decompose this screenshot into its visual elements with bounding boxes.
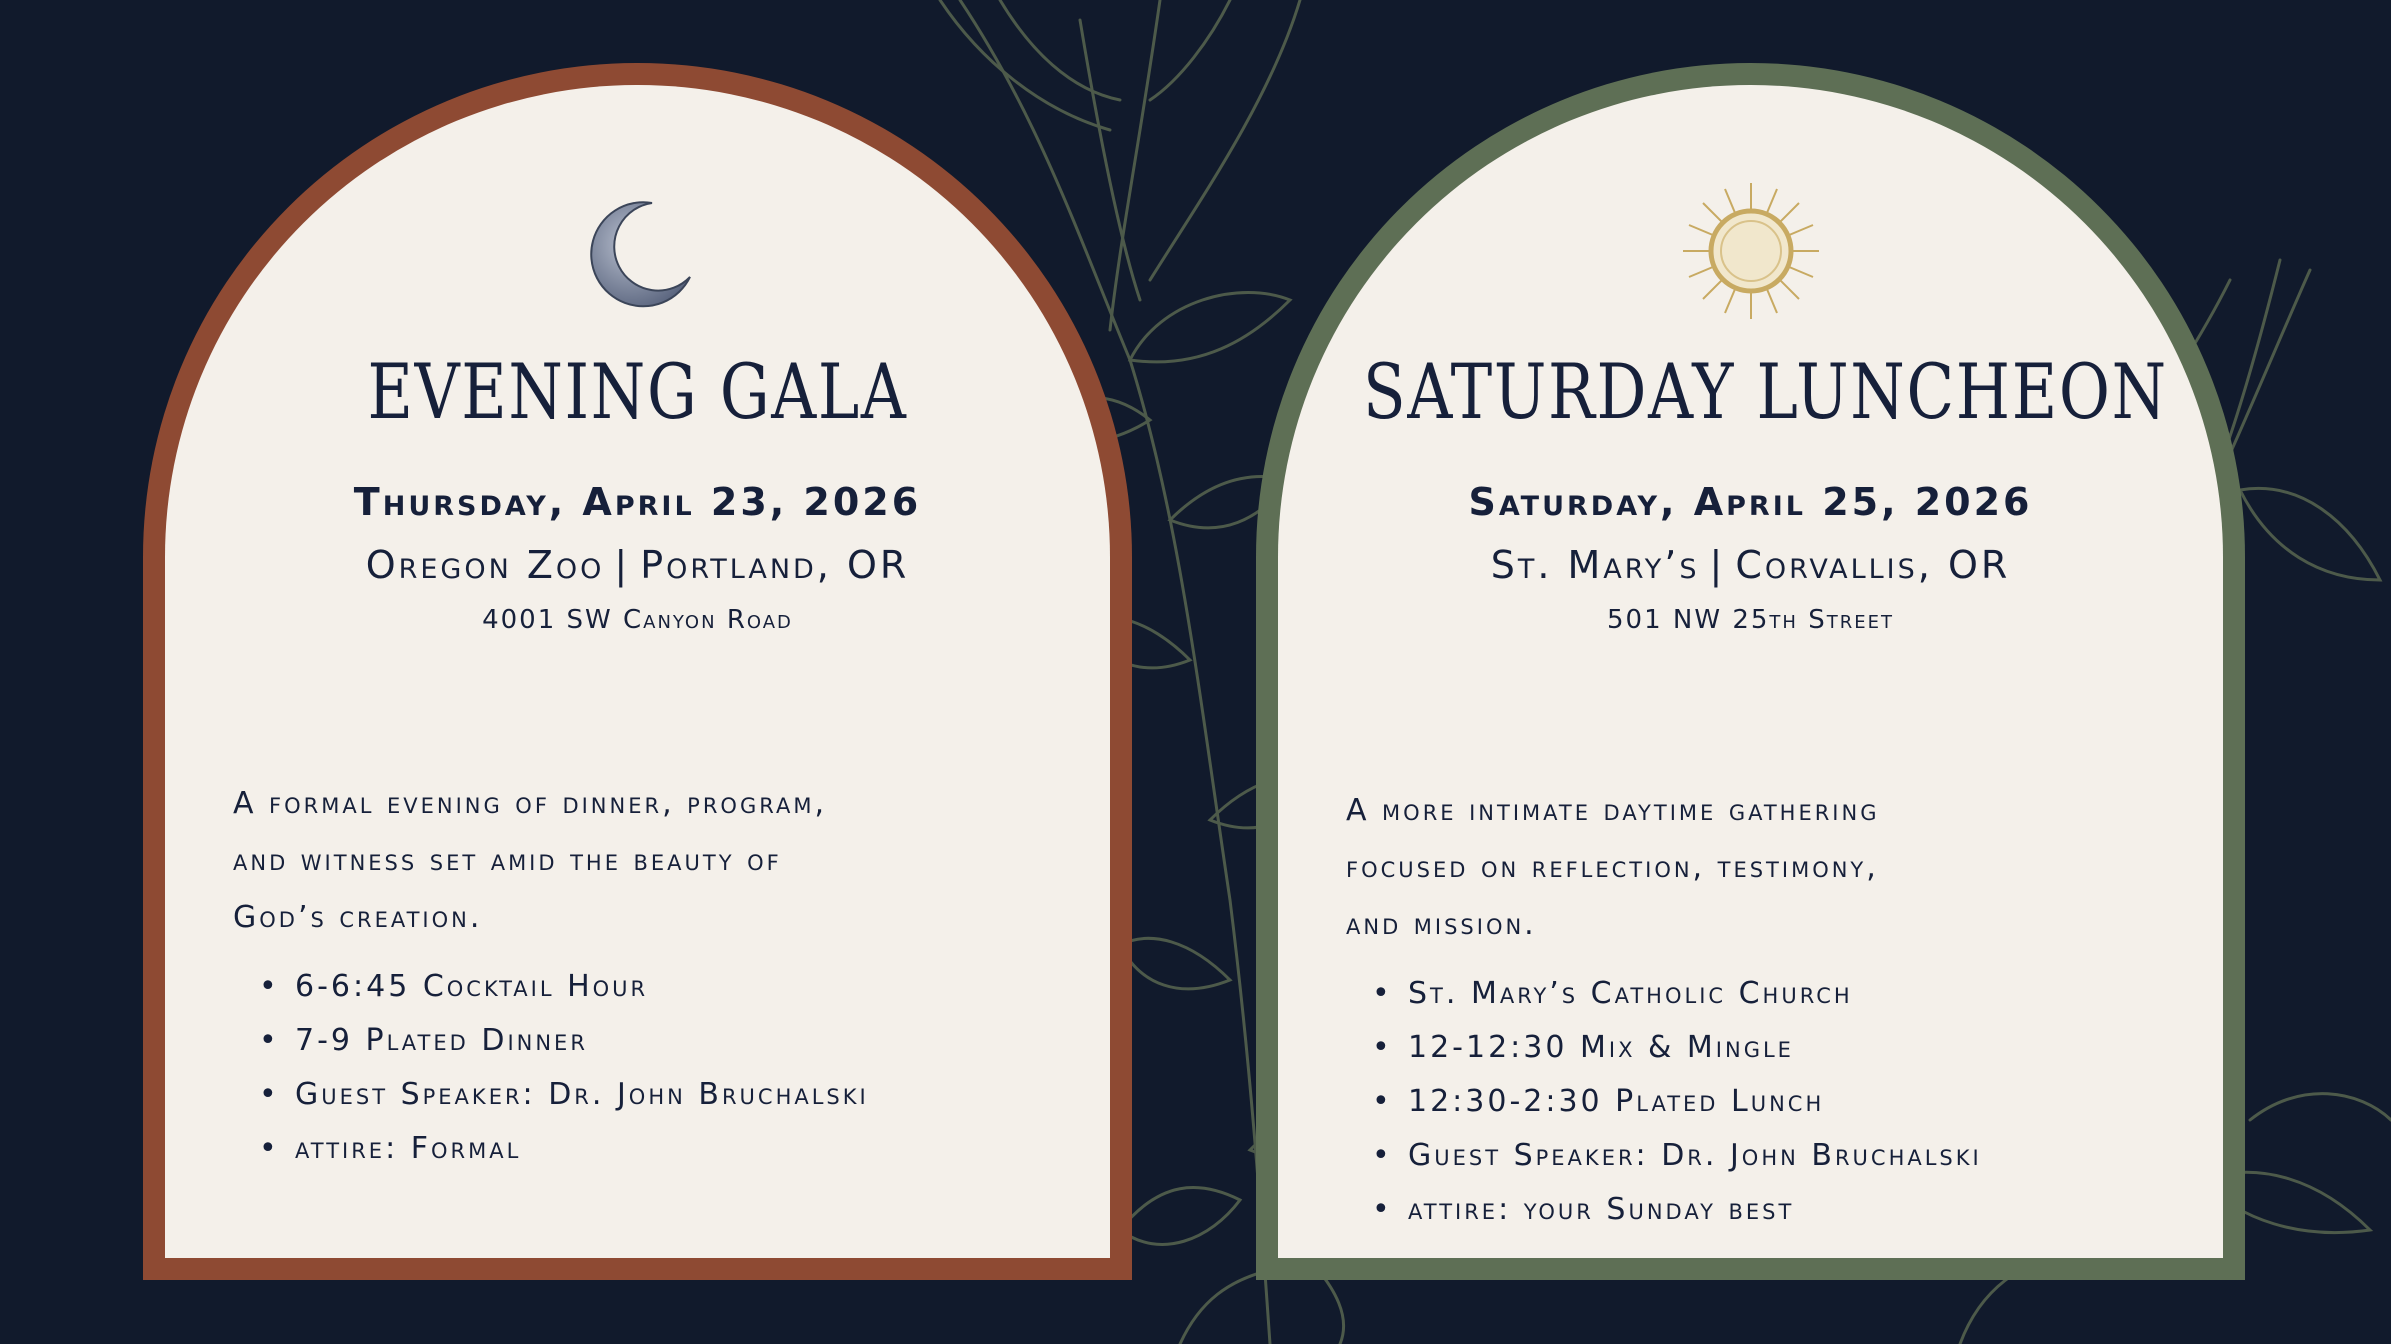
- list-item: • Guest Speaker: Dr. John Bruchalski: [1408, 1129, 2208, 1183]
- gala-date: Thursday, April 23, 2026: [353, 480, 922, 524]
- list-item: • 12-12:30 Mix & Mingle: [1408, 1021, 2208, 1075]
- gala-description-line: and witness set amid the beauty of: [233, 843, 782, 878]
- luncheon-description: [1346, 782, 2166, 953]
- luncheon-description-line: focused on reflection, testimony,: [1346, 850, 1879, 885]
- gala-details-list: [295, 960, 1095, 1176]
- luncheon-venue: St. Mary’s: [1490, 543, 1700, 587]
- luncheon-venue-line: [1278, 543, 2223, 587]
- venue-divider: |: [1709, 543, 1726, 587]
- luncheon-details-list: [1408, 967, 2208, 1237]
- gala-title: EVENING GALA: [367, 347, 908, 436]
- list-item: • attire: your Sunday best: [1408, 1183, 2208, 1237]
- gala-venue: Oregon Zoo: [365, 543, 605, 587]
- luncheon-date: Saturday, April 25, 2026: [1468, 480, 2033, 524]
- list-item: • St. Mary’s Catholic Church: [1408, 967, 2208, 1021]
- luncheon-city: Corvallis, OR: [1735, 543, 2011, 587]
- list-item: • attire: Formal: [295, 1122, 1095, 1176]
- list-item: • 7-9 Plated Dinner: [295, 1014, 1095, 1068]
- list-item: • 12:30-2:30 Plated Lunch: [1408, 1075, 2208, 1129]
- luncheon-card-body: [1278, 85, 2223, 1258]
- gala-card: [143, 63, 1132, 1280]
- luncheon-address: 501 NW 25th Street: [1607, 605, 1894, 635]
- luncheon-card: [1256, 63, 2245, 1280]
- luncheon-description-line: A more intimate daytime gathering: [1346, 793, 1880, 828]
- gala-description: [233, 775, 1053, 946]
- venue-divider: |: [614, 543, 631, 587]
- luncheon-title: SATURDAY LUNCHEON: [1363, 347, 2168, 436]
- list-item: • 6-6:45 Cocktail Hour: [295, 960, 1095, 1014]
- gala-venue-line: [165, 543, 1110, 587]
- gala-address: 4001 SW Canyon Road: [482, 605, 793, 635]
- luncheon-description-line: and mission.: [1346, 907, 1537, 942]
- gala-description-line: A formal evening of dinner, program,: [233, 786, 827, 821]
- crescent-moon-icon: [568, 181, 708, 321]
- gala-card-body: [165, 85, 1110, 1258]
- gala-description-line: God’s creation.: [233, 900, 483, 935]
- list-item: • Guest Speaker: Dr. John Bruchalski: [295, 1068, 1095, 1122]
- sun-icon: [1681, 181, 1821, 321]
- gala-city: Portland, OR: [640, 543, 910, 587]
